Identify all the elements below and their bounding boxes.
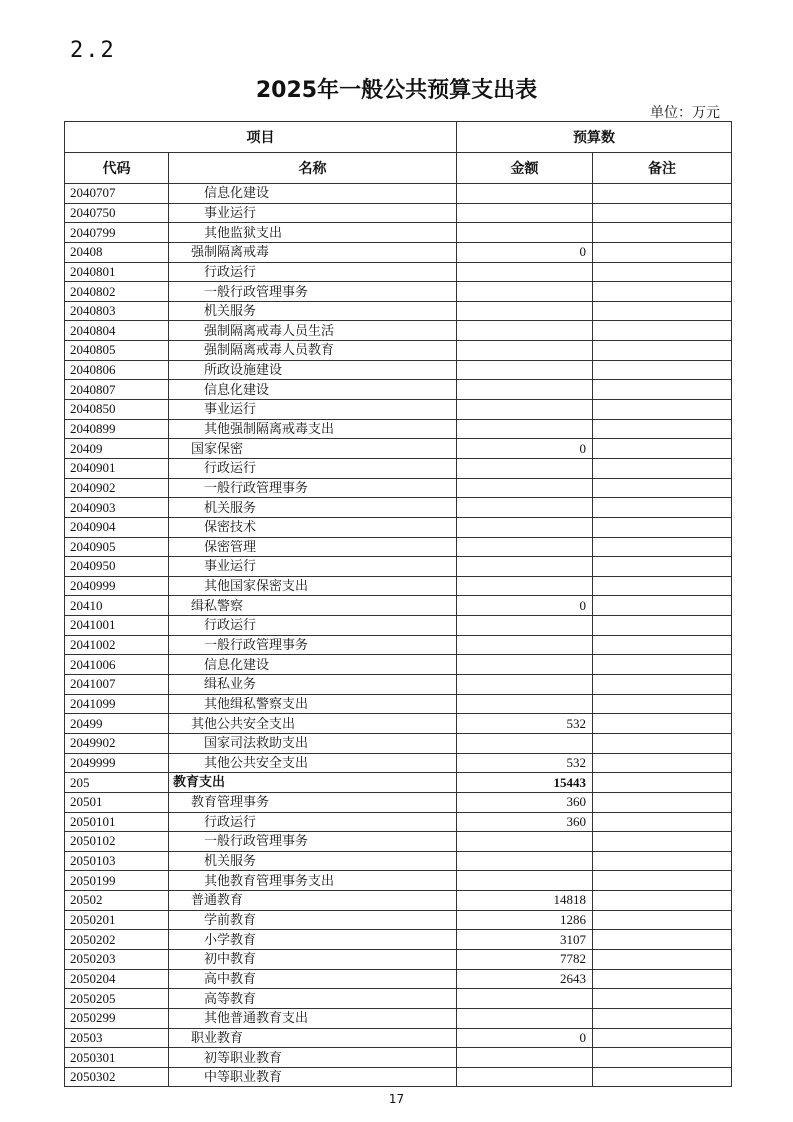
table-row (65, 537, 732, 557)
row-name: 保密管理 (169, 537, 457, 557)
row-code: 2050302 (65, 1067, 169, 1087)
row-code: 2040802 (65, 282, 169, 302)
row-name: 信息化建设 (169, 380, 457, 400)
row-amount (457, 478, 593, 498)
row-name: 国家保密 (169, 439, 457, 459)
row-amount (457, 557, 593, 577)
row-amount (457, 655, 593, 675)
row-name: 教育管理事务 (169, 792, 457, 812)
row-amount: 1286 (457, 910, 593, 930)
row-code: 2040799 (65, 223, 169, 243)
row-name: 高等教育 (169, 989, 457, 1009)
row-amount (457, 851, 593, 871)
row-amount: 532 (457, 753, 593, 773)
row-note (593, 871, 732, 891)
row-name: 其他监狱支出 (169, 223, 457, 243)
row-code: 2050199 (65, 871, 169, 891)
row-code: 20409 (65, 439, 169, 459)
table-row (65, 419, 732, 439)
row-amount: 3107 (457, 930, 593, 950)
table-row (65, 812, 732, 832)
row-name: 行政运行 (169, 262, 457, 282)
row-amount (457, 301, 593, 321)
row-amount (457, 576, 593, 596)
row-name: 中等职业教育 (169, 1067, 457, 1087)
table-row (65, 301, 732, 321)
row-code: 2040804 (65, 321, 169, 341)
row-code: 2040807 (65, 380, 169, 400)
row-name: 普通教育 (169, 891, 457, 911)
row-note (593, 458, 732, 478)
row-amount: 15443 (457, 773, 593, 793)
row-note (593, 242, 732, 262)
row-code: 2040901 (65, 458, 169, 478)
row-amount (457, 537, 593, 557)
row-note (593, 930, 732, 950)
row-amount (457, 360, 593, 380)
row-note (593, 792, 732, 812)
row-note (593, 419, 732, 439)
row-name: 教育支出 (169, 773, 457, 793)
row-note (593, 282, 732, 302)
row-name: 信息化建设 (169, 184, 457, 204)
table-row (65, 1008, 732, 1028)
row-amount (457, 832, 593, 852)
row-amount: 14818 (457, 891, 593, 911)
row-name: 强制隔离戒毒人员生活 (169, 321, 457, 341)
row-amount (457, 458, 593, 478)
row-note (593, 675, 732, 695)
row-name: 事业运行 (169, 203, 457, 223)
table-row (65, 498, 732, 518)
row-note (593, 184, 732, 204)
row-amount: 7782 (457, 949, 593, 969)
table-row (65, 616, 732, 636)
row-code: 2050299 (65, 1008, 169, 1028)
row-note (593, 517, 732, 537)
row-code: 2050102 (65, 832, 169, 852)
table-row (65, 203, 732, 223)
row-code: 2040707 (65, 184, 169, 204)
row-name: 事业运行 (169, 400, 457, 420)
row-note (593, 891, 732, 911)
row-name: 国家司法救助支出 (169, 733, 457, 753)
row-code: 2050205 (65, 989, 169, 1009)
row-note (593, 832, 732, 852)
row-amount (457, 616, 593, 636)
row-name: 职业教育 (169, 1028, 457, 1048)
table-row (65, 733, 732, 753)
row-name: 强制隔离戒毒人员教育 (169, 341, 457, 361)
row-amount: 360 (457, 792, 593, 812)
header-project: 项目 (65, 122, 457, 153)
table-body (65, 184, 732, 1087)
table-row (65, 832, 732, 852)
table-header (65, 122, 732, 184)
header-code: 代码 (65, 153, 169, 184)
row-code: 2040904 (65, 517, 169, 537)
table-row (65, 792, 732, 812)
row-amount (457, 223, 593, 243)
table-row (65, 223, 732, 243)
table-row (65, 1048, 732, 1068)
row-amount (457, 871, 593, 891)
row-code: 2040805 (65, 341, 169, 361)
row-code: 2049999 (65, 753, 169, 773)
table-row (65, 930, 732, 950)
row-code: 2050301 (65, 1048, 169, 1068)
row-code: 2041007 (65, 675, 169, 695)
row-note (593, 478, 732, 498)
row-code: 2040750 (65, 203, 169, 223)
row-name: 一般行政管理事务 (169, 635, 457, 655)
row-name: 其他缉私警察支出 (169, 694, 457, 714)
row-note (593, 1067, 732, 1087)
table-row (65, 439, 732, 459)
row-note (593, 203, 732, 223)
row-code: 2050101 (65, 812, 169, 832)
table-row (65, 321, 732, 341)
row-note (593, 812, 732, 832)
table-row (65, 458, 732, 478)
row-name: 一般行政管理事务 (169, 282, 457, 302)
row-code: 2041099 (65, 694, 169, 714)
row-note (593, 321, 732, 341)
row-amount (457, 1048, 593, 1068)
row-name: 信息化建设 (169, 655, 457, 675)
row-amount (457, 733, 593, 753)
row-name: 机关服务 (169, 301, 457, 321)
table-row (65, 262, 732, 282)
row-note (593, 753, 732, 773)
table-row (65, 1028, 732, 1048)
row-note (593, 262, 732, 282)
budget-table (64, 121, 732, 1087)
row-note (593, 596, 732, 616)
unit-label: 单位：万元 (650, 106, 720, 121)
header-amount: 金额 (457, 153, 593, 184)
row-amount (457, 675, 593, 695)
row-name: 所政设施建设 (169, 360, 457, 380)
table-row (65, 871, 732, 891)
table-row (65, 184, 732, 204)
row-name: 缉私业务 (169, 675, 457, 695)
row-amount (457, 282, 593, 302)
table-row (65, 478, 732, 498)
row-name: 其他教育管理事务支出 (169, 871, 457, 891)
page-title: 2025年一般公共预算支出表 (255, 78, 538, 103)
row-note (593, 616, 732, 636)
row-code: 2040905 (65, 537, 169, 557)
row-name: 其他强制隔离戒毒支出 (169, 419, 457, 439)
table-row (65, 1067, 732, 1087)
row-note (593, 537, 732, 557)
section-number: 2.2 (70, 38, 116, 63)
row-code: 2041002 (65, 635, 169, 655)
table-row (65, 517, 732, 537)
row-code: 20499 (65, 714, 169, 734)
table-row (65, 969, 732, 989)
row-amount (457, 517, 593, 537)
header-budget: 预算数 (457, 122, 732, 153)
row-note (593, 223, 732, 243)
table-row (65, 910, 732, 930)
row-note (593, 400, 732, 420)
row-name: 机关服务 (169, 498, 457, 518)
row-note (593, 635, 732, 655)
row-note (593, 969, 732, 989)
table-row (65, 557, 732, 577)
row-amount (457, 694, 593, 714)
table-row (65, 400, 732, 420)
row-code: 2040903 (65, 498, 169, 518)
table-row (65, 891, 732, 911)
row-note (593, 1048, 732, 1068)
row-note (593, 439, 732, 459)
row-amount: 0 (457, 439, 593, 459)
row-code: 2040950 (65, 557, 169, 577)
row-code: 2040803 (65, 301, 169, 321)
row-name: 行政运行 (169, 812, 457, 832)
row-code: 2050103 (65, 851, 169, 871)
row-amount: 532 (457, 714, 593, 734)
row-amount: 0 (457, 596, 593, 616)
header-name: 名称 (169, 153, 457, 184)
row-code: 2041001 (65, 616, 169, 636)
table-row (65, 989, 732, 1009)
table-row (65, 675, 732, 695)
table-row (65, 655, 732, 675)
row-amount (457, 380, 593, 400)
row-amount: 360 (457, 812, 593, 832)
row-name: 机关服务 (169, 851, 457, 871)
row-code: 20501 (65, 792, 169, 812)
row-name: 学前教育 (169, 910, 457, 930)
row-code: 20503 (65, 1028, 169, 1048)
row-amount (457, 400, 593, 420)
row-note (593, 714, 732, 734)
row-code: 2040850 (65, 400, 169, 420)
row-name: 保密技术 (169, 517, 457, 537)
table-row (65, 576, 732, 596)
table-row (65, 753, 732, 773)
row-name: 其他公共安全支出 (169, 714, 457, 734)
row-note (593, 949, 732, 969)
row-note (593, 1028, 732, 1048)
row-amount: 0 (457, 242, 593, 262)
row-note (593, 851, 732, 871)
row-note (593, 655, 732, 675)
row-amount (457, 203, 593, 223)
row-name: 缉私警察 (169, 596, 457, 616)
row-code: 205 (65, 773, 169, 793)
row-amount: 0 (457, 1028, 593, 1048)
row-amount (457, 635, 593, 655)
row-note (593, 694, 732, 714)
row-code: 2050202 (65, 930, 169, 950)
row-amount (457, 419, 593, 439)
row-name: 其他普通教育支出 (169, 1008, 457, 1028)
row-code: 20410 (65, 596, 169, 616)
row-name: 强制隔离戒毒 (169, 242, 457, 262)
row-code: 2041006 (65, 655, 169, 675)
table-row (65, 635, 732, 655)
row-name: 小学教育 (169, 930, 457, 950)
row-code: 2050203 (65, 949, 169, 969)
row-amount (457, 1067, 593, 1087)
row-name: 其他国家保密支出 (169, 576, 457, 596)
row-note (593, 301, 732, 321)
row-note (593, 989, 732, 1009)
row-code: 2040801 (65, 262, 169, 282)
row-amount (457, 341, 593, 361)
row-name: 初等职业教育 (169, 1048, 457, 1068)
header-row-columns (65, 153, 732, 184)
row-note (593, 733, 732, 753)
row-name: 行政运行 (169, 616, 457, 636)
row-name: 初中教育 (169, 949, 457, 969)
table-row (65, 851, 732, 871)
row-amount (457, 262, 593, 282)
row-code: 2040806 (65, 360, 169, 380)
row-note (593, 773, 732, 793)
row-amount: 2643 (457, 969, 593, 989)
row-note (593, 1008, 732, 1028)
row-code: 2050201 (65, 910, 169, 930)
row-name: 事业运行 (169, 557, 457, 577)
row-note (593, 576, 732, 596)
row-name: 高中教育 (169, 969, 457, 989)
table-row (65, 360, 732, 380)
row-code: 20502 (65, 891, 169, 911)
row-amount (457, 989, 593, 1009)
row-note (593, 341, 732, 361)
row-code: 2040899 (65, 419, 169, 439)
row-amount (457, 1008, 593, 1028)
row-code: 2050204 (65, 969, 169, 989)
table-row (65, 714, 732, 734)
row-amount (457, 498, 593, 518)
table-row (65, 341, 732, 361)
table-row (65, 380, 732, 400)
row-note (593, 910, 732, 930)
header-row-group (65, 122, 732, 153)
table-row (65, 242, 732, 262)
row-code: 2049902 (65, 733, 169, 753)
row-note (593, 380, 732, 400)
row-name: 一般行政管理事务 (169, 478, 457, 498)
row-code: 2040999 (65, 576, 169, 596)
table-row (65, 773, 732, 793)
row-amount (457, 321, 593, 341)
header-note: 备注 (593, 153, 732, 184)
row-name: 行政运行 (169, 458, 457, 478)
row-code: 2040902 (65, 478, 169, 498)
table-row (65, 596, 732, 616)
row-note (593, 360, 732, 380)
table-row (65, 694, 732, 714)
table-row (65, 949, 732, 969)
table-row (65, 282, 732, 302)
row-note (593, 498, 732, 518)
page-number: 17 (388, 1092, 405, 1106)
row-name: 一般行政管理事务 (169, 832, 457, 852)
row-code: 20408 (65, 242, 169, 262)
row-amount (457, 184, 593, 204)
row-note (593, 557, 732, 577)
row-name: 其他公共安全支出 (169, 753, 457, 773)
